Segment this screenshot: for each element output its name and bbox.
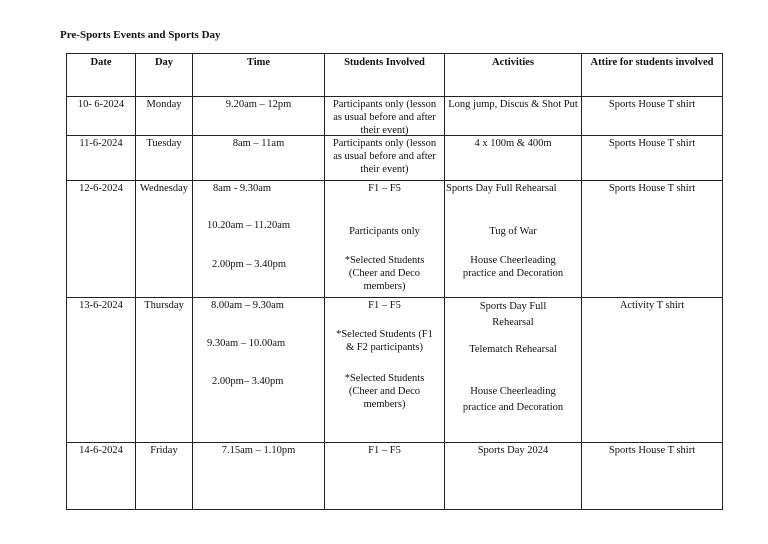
activities-cell: Long jump, Discus & Shot Put xyxy=(445,97,582,136)
header-day: Day xyxy=(136,54,193,97)
header-time: Time xyxy=(193,54,325,97)
attire-cell: Sports House T shirt xyxy=(582,97,723,136)
students-cell: Participants only (lesson as usual before and after their event) xyxy=(325,136,445,181)
activities-cell: Sports Day Full Rehearsal Tug of War House Cheerleading practice and Decoration xyxy=(445,181,582,298)
time-cell: 7.15am – 1.10pm xyxy=(193,443,325,510)
header-activities: Activities xyxy=(445,54,582,97)
students-cell: F1 – F5 Participants only *Selected Students (Cheer and Deco members) xyxy=(325,181,445,298)
time-cell: 9.20am – 12pm xyxy=(193,97,325,136)
table-row xyxy=(67,443,723,510)
day-cell: Friday xyxy=(136,443,193,510)
day-cell: Wednesday xyxy=(136,181,193,298)
header-attire: Attire for students involved xyxy=(582,54,723,97)
header-date: Date xyxy=(67,54,136,97)
attire-cell: Sports House T shirt xyxy=(582,181,723,298)
students-cell: F1 – F5 xyxy=(325,443,445,510)
time-cell: 8am – 11am xyxy=(193,136,325,181)
day-cell: Monday xyxy=(136,97,193,136)
attire-cell: Sports House T shirt xyxy=(582,136,723,181)
table-row xyxy=(67,97,723,136)
date-cell: 12-6-2024 xyxy=(67,181,136,298)
table-row xyxy=(67,298,723,443)
attire-cell: Sports House T shirt xyxy=(582,443,723,510)
activities-cell: Sports Day 2024 xyxy=(445,443,582,510)
table-row xyxy=(67,181,723,298)
time-cell: 8.00am – 9.30am 9.30am – 10.00am 2.00pm– 3.40pm xyxy=(193,298,325,443)
day-cell: Tuesday xyxy=(136,136,193,181)
header-students-involved: Students Involved xyxy=(325,54,445,97)
schedule-table xyxy=(66,53,723,510)
table-row xyxy=(67,136,723,181)
attire-cell: Activity T shirt xyxy=(582,298,723,443)
document-title: Pre-Sports Events and Sports Day xyxy=(60,29,221,41)
activities-cell: Sports Day Full Rehearsal Telematch Rehearsal House Cheerleading practice and Decoration xyxy=(445,298,582,443)
date-cell: 11-6-2024 xyxy=(67,136,136,181)
students-cell: F1 – F5 *Selected Students (F1 & F2 participants) *Selected Students (Cheer and Deco members) xyxy=(325,298,445,443)
time-cell: 8am - 9.30am 10.20am – 11.20am 2.00pm – 3.40pm xyxy=(193,181,325,298)
date-cell: 13-6-2024 xyxy=(67,298,136,443)
students-cell: Participants only (lesson as usual before and after their event) xyxy=(325,97,445,136)
day-cell: Thursday xyxy=(136,298,193,443)
date-cell: 14-6-2024 xyxy=(67,443,136,510)
activities-cell: 4 x 100m & 400m xyxy=(445,136,582,181)
date-cell: 10- 6-2024 xyxy=(67,97,136,136)
table-header-row xyxy=(67,54,723,97)
